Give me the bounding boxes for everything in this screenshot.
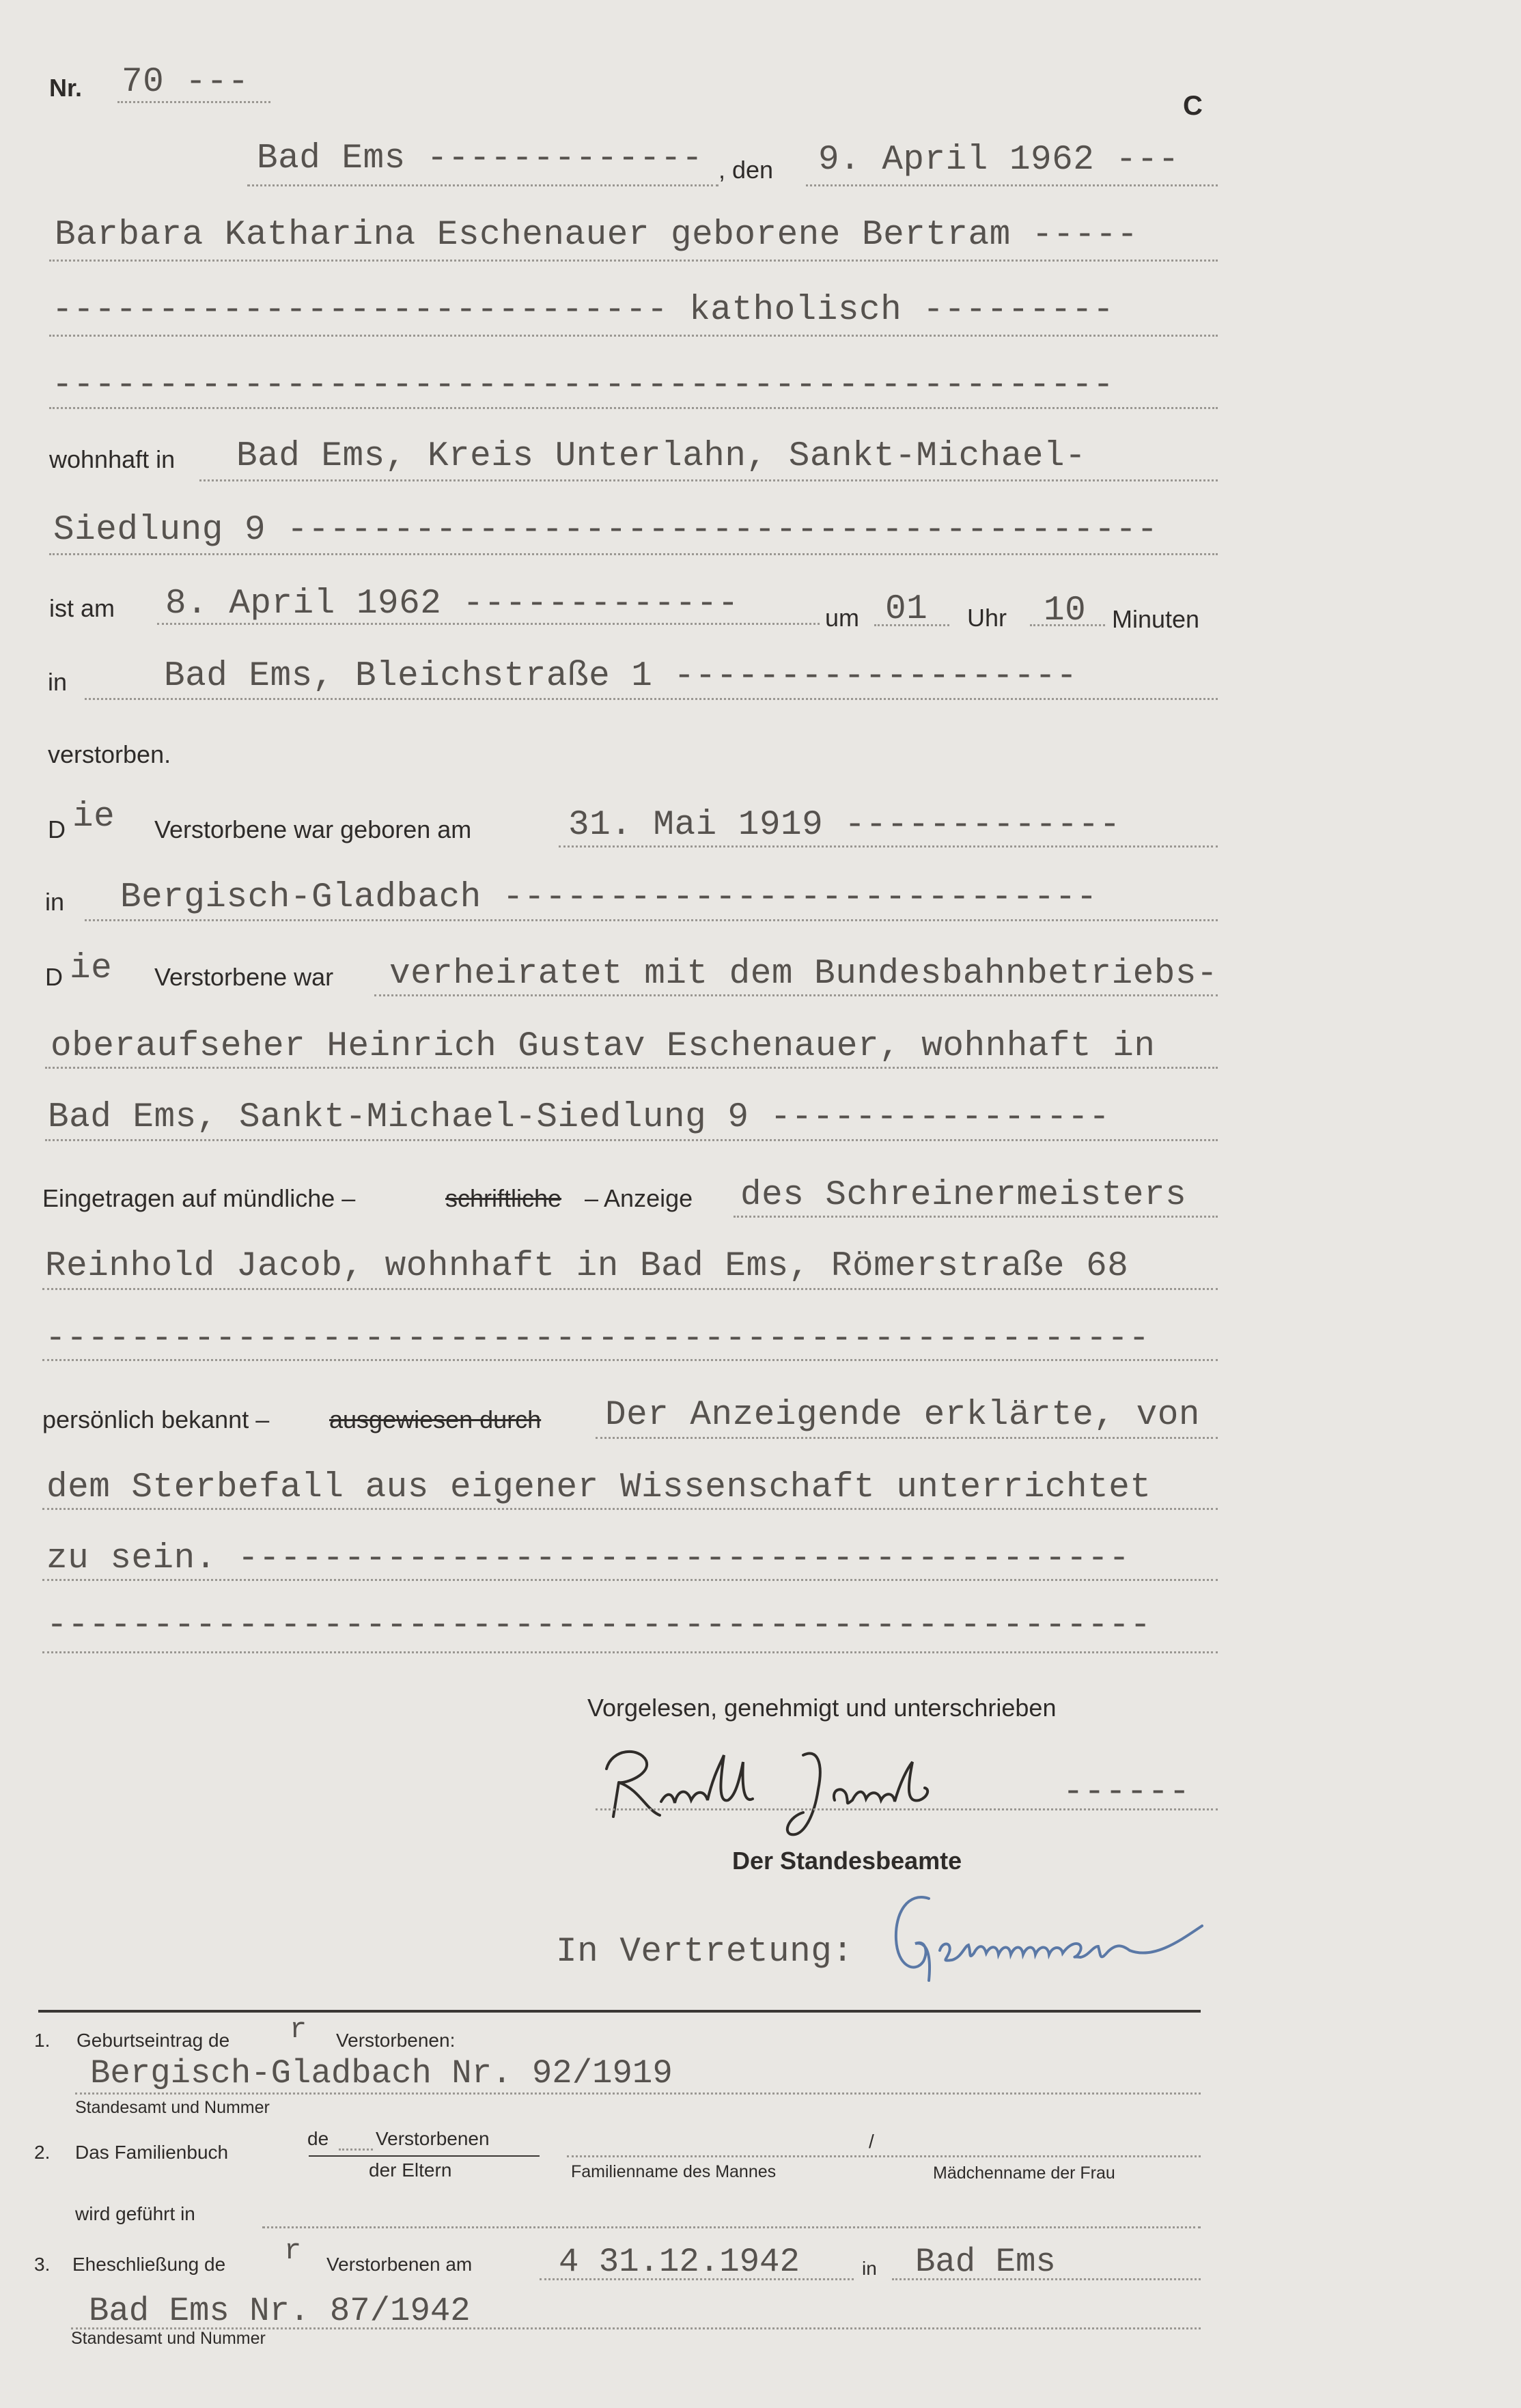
- minuten-label: Minuten: [1112, 605, 1200, 633]
- footnote-2-slash: /: [869, 2131, 874, 2152]
- death-date-underline: [157, 623, 820, 625]
- death-in-label: in: [48, 668, 68, 696]
- entry-date: 9. April 1962 ---: [818, 141, 1180, 180]
- read-approved-label: Vorgelesen, genehmigt und unterschrieben: [587, 1694, 1057, 1722]
- residence-label: wohnhaft in: [49, 445, 176, 473]
- footnote-2-husband: Familienname des Mannes: [571, 2162, 777, 2181]
- footnote-2-de: de: [307, 2128, 329, 2149]
- marital-underline-1: [374, 994, 1218, 996]
- residence-line-1: Bad Ems, Kreis Unterlahn, Sankt-Michael-: [236, 437, 1087, 476]
- registration-suffix: – Anzeige: [585, 1184, 693, 1212]
- footnote-3-value: Bad Ems Nr. 87/1942: [89, 2292, 471, 2330]
- birth-date-underline: [559, 845, 1218, 848]
- death-minutes: 10: [1044, 591, 1087, 630]
- footnote-3-in: in: [862, 2258, 877, 2279]
- footnote-1-number: 1.: [34, 2030, 51, 2051]
- footnote-3-place-underline: [892, 2278, 1201, 2280]
- footnote-3-label-a: Eheschließung de: [72, 2254, 226, 2275]
- nr-value: 70 ---: [122, 63, 249, 102]
- registration-line-1: des Schreinermeisters: [740, 1176, 1187, 1215]
- footnote-1-underline: [75, 2092, 1201, 2095]
- registration-line-3: ----------------------------------------------------: [45, 1319, 1150, 1358]
- date-underline: [806, 184, 1218, 186]
- nr-underline: [117, 101, 270, 103]
- birth-d-label: D: [48, 815, 66, 843]
- birth-in-label: in: [45, 888, 65, 916]
- footnote-3-place: Bad Ems: [915, 2243, 1056, 2281]
- registration-underline-2: [42, 1288, 1218, 1290]
- uhr-label: Uhr: [967, 604, 1007, 632]
- identification-line-3: zu sein. ------------------------------------------: [46, 1539, 1130, 1578]
- footnote-2-underline-2: [262, 2226, 1201, 2228]
- death-place-underline: [85, 698, 1218, 700]
- birth-label: Verstorbene war geboren am: [154, 815, 472, 843]
- identification-line-4: ----------------------------------------------------: [46, 1606, 1152, 1645]
- footnote-2-top: Verstorbenen: [376, 2128, 490, 2149]
- birth-place-underline: [85, 919, 1218, 921]
- registration-struck: schriftliche: [445, 1184, 562, 1212]
- deputy-label: In Vertretung:: [556, 1933, 854, 1972]
- marital-line-2: oberaufseher Heinrich Gustav Eschenauer, wohnhaft in: [51, 1027, 1156, 1066]
- footnote-3-number: 3.: [34, 2254, 51, 2275]
- informant-signature: [598, 1735, 1035, 1837]
- death-hour: 01: [885, 590, 928, 629]
- identification-underline-3: [42, 1579, 1218, 1581]
- verstorben-label: verstorben.: [48, 740, 171, 768]
- registration-underline-3: [42, 1359, 1218, 1361]
- birth-d-suffix: ie: [72, 798, 115, 837]
- residence-underline-2: [49, 553, 1218, 555]
- identification-struck: ausgewiesen durch: [329, 1405, 542, 1433]
- residence-underline-1: [199, 479, 1218, 481]
- footnote-separator: [38, 2010, 1201, 2013]
- registration-prefix: Eingetragen auf mündliche –: [42, 1184, 356, 1212]
- marital-underline-3: [45, 1139, 1218, 1141]
- blank-line: --------------------------------------------------: [52, 366, 1115, 405]
- footnote-3-sup: r: [284, 2235, 302, 2267]
- deceased-name: Barbara Katharina Eschenauer geborene Bertram -----: [55, 216, 1139, 255]
- registrar-signature: [881, 1885, 1236, 1987]
- signature-underline: [596, 1808, 1218, 1810]
- identification-prefix: persönlich bekannt –: [42, 1405, 270, 1433]
- identification-underline-2: [42, 1508, 1218, 1510]
- corner-letter: C: [1183, 91, 1203, 121]
- footnote-1-sub: Standesamt und Nummer: [75, 2098, 270, 2117]
- footnote-3-date: 4 31.12.1942: [559, 2243, 800, 2281]
- minutes-underline: [1030, 624, 1105, 626]
- footnote-1-label-b: Verstorbenen:: [336, 2030, 456, 2051]
- ist-am-label: ist am: [49, 594, 115, 622]
- registrar-label: Der Standesbeamte: [732, 1847, 962, 1875]
- marital-line-3: Bad Ems, Sankt-Michael-Siedlung 9 ----------------: [48, 1098, 1111, 1137]
- death-date: 8. April 1962 -------------: [165, 585, 739, 624]
- signature-dashes: ------: [1063, 1773, 1190, 1812]
- registration-underline-1: [734, 1216, 1218, 1218]
- marital-label: Verstorbene war: [154, 963, 334, 991]
- hour-underline: [874, 624, 949, 626]
- footnote-2-line-2: wird geführt in: [75, 2203, 195, 2224]
- place: Bad Ems -------------: [257, 139, 703, 178]
- footnote-1-sup: r: [290, 2013, 307, 2046]
- death-place: Bad Ems, Bleichstraße 1 -------------------: [164, 657, 1078, 696]
- footnote-2-label: Das Familienbuch: [75, 2142, 229, 2163]
- footnote-3-date-underline: [540, 2278, 854, 2280]
- birth-place: Bergisch-Gladbach ----------------------------: [120, 878, 1098, 917]
- identification-line-2: dem Sterbefall aus eigener Wissenschaft unterrichtet: [46, 1468, 1152, 1507]
- footnote-1-label-a: Geburtseintrag de: [76, 2030, 230, 2051]
- footnote-2-bottom: der Eltern: [369, 2159, 452, 2181]
- marital-line-1: verheiratet mit dem Bundesbahnbetriebs-: [389, 955, 1218, 994]
- identification-underline-1: [596, 1437, 1218, 1439]
- den-label: , den: [718, 156, 774, 184]
- identification-underline-4: [42, 1651, 1218, 1653]
- footnote-2-wife: Mädchenname der Frau: [933, 2164, 1115, 2183]
- registration-line-2: Reinhold Jacob, wohnhaft in Bad Ems, Römerstraße 68: [45, 1247, 1129, 1286]
- footnote-1-value: Bergisch-Gladbach Nr. 92/1919: [90, 2054, 673, 2092]
- marital-underline-2: [45, 1067, 1218, 1069]
- blank-underline: [49, 407, 1218, 409]
- marital-d-label: D: [45, 963, 63, 991]
- um-label: um: [825, 604, 860, 632]
- birth-date: 31. Mai 1919 -------------: [568, 806, 1121, 845]
- marital-d-suffix: ie: [70, 949, 113, 988]
- place-underline: [247, 184, 718, 186]
- footnote-2-number: 2.: [34, 2142, 51, 2163]
- religion: ----------------------------- katholisch ---------: [52, 291, 1115, 330]
- nr-label: Nr.: [49, 74, 83, 102]
- name-underline: [49, 260, 1218, 262]
- residence-line-2: Siedlung 9 -----------------------------------------: [53, 511, 1158, 550]
- footnote-2-underline: [567, 2155, 1201, 2157]
- footnote-3-sub: Standesamt und Nummer: [71, 2329, 266, 2348]
- footnote-3-label-b: Verstorbenen am: [326, 2254, 473, 2275]
- footnote-2-de-underline: [339, 2148, 373, 2151]
- identification-line-1: Der Anzeigende erklärte, von: [605, 1396, 1200, 1435]
- religion-underline: [49, 335, 1218, 337]
- footnote-2-fraction-line: [309, 2155, 540, 2157]
